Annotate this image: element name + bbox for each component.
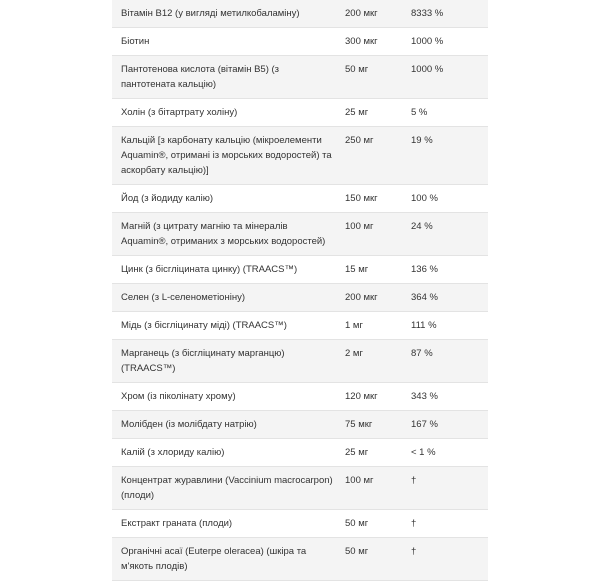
daily-value-percent: 100 %	[411, 193, 438, 204]
daily-value-percent: < 1 %	[411, 447, 436, 458]
table-row	[112, 284, 488, 312]
nutrient-name: Йод (з йодиду калію)	[121, 193, 213, 204]
nutrient-amount: 1 мг	[345, 320, 363, 331]
daily-value-percent: 167 %	[411, 419, 438, 430]
daily-value-percent: 136 %	[411, 264, 438, 275]
nutrient-name: Пантотенова кислота (вітамін B5) (з пантотената кальцію)	[121, 64, 280, 90]
nutrient-amount: 50 мг	[345, 64, 369, 75]
table-row	[112, 538, 488, 581]
table-row	[112, 439, 488, 467]
nutrient-amount: 25 мг	[345, 447, 369, 458]
nutrient-amount: 100 мг	[345, 475, 374, 486]
nutrient-name: Вітамін B12 (у вигляді метилкобаламіну)	[121, 8, 300, 19]
nutrient-amount: 75 мкг	[345, 419, 373, 430]
daily-value-percent: 364 %	[411, 292, 438, 303]
nutrient-amount: 25 мг	[345, 107, 369, 118]
daily-value-percent: 5 %	[411, 107, 428, 118]
nutrient-name: Марганець (з бісгліцинату марганцю) (TRAACS™)	[121, 348, 285, 374]
nutrient-name: Магній (з цитрату магнію та мінералів Aquamin®, отриманих з морських водоростей)	[121, 221, 326, 247]
nutrient-name: Молібден (із молібдату натрію)	[121, 419, 257, 430]
table-row	[112, 99, 488, 127]
nutrient-amount: 250 мг	[345, 135, 374, 146]
nutrient-name: Кальцій [з карбонату кальцію (мікроелементи Aquamin®, отримані із морських водоростей) та аскорбату кальцію)]	[121, 135, 332, 176]
nutrient-amount: 150 мкг	[345, 193, 378, 204]
table-row	[112, 56, 488, 99]
daily-value-percent: †	[411, 475, 417, 486]
nutrient-amount: 100 мг	[345, 221, 374, 232]
daily-value-percent: 24 %	[411, 221, 433, 232]
daily-value-percent: †	[411, 546, 417, 557]
table-row	[112, 256, 488, 284]
nutrient-name: Біотин	[121, 36, 150, 47]
table-row	[112, 467, 488, 510]
nutrient-name: Екстракт граната (плоди)	[121, 518, 233, 529]
nutrient-name: Концентрат журавлини (Vaccinium macrocarpon) (плоди)	[121, 475, 333, 501]
nutrient-amount: 50 мг	[345, 546, 369, 557]
table-row	[112, 213, 488, 256]
table-row	[112, 28, 488, 56]
daily-value-percent: †	[411, 518, 417, 529]
nutrient-name: Хром (із піколінату хрому)	[121, 391, 236, 402]
nutrient-name: Калій (з хлориду калію)	[121, 447, 225, 458]
nutrient-amount: 300 мкг	[345, 36, 378, 47]
daily-value-percent: 87 %	[411, 348, 433, 359]
daily-value-percent: 343 %	[411, 391, 438, 402]
nutrient-name: Органічні асаї (Euterpe oleracea) (шкіра та м'якоть плодів)	[121, 546, 307, 572]
nutrient-amount: 50 мг	[345, 518, 369, 529]
nutrient-amount: 200 мкг	[345, 8, 378, 19]
daily-value-percent: 1000 %	[411, 64, 444, 75]
nutrient-name: Цинк (з бісгліцината цинку) (TRAACS™)	[121, 264, 298, 275]
table-row	[112, 312, 488, 340]
table-row	[112, 411, 488, 439]
nutrient-amount: 2 мг	[345, 348, 363, 359]
table-row	[112, 510, 488, 538]
table-row	[112, 127, 488, 185]
table-row	[112, 0, 488, 28]
table-row	[112, 185, 488, 213]
nutrient-amount: 200 мкг	[345, 292, 378, 303]
daily-value-percent: 8333 %	[411, 8, 444, 19]
table-row	[112, 340, 488, 383]
daily-value-percent: 111 %	[411, 320, 437, 331]
nutrition-table	[112, 0, 488, 581]
nutrient-name: Мідь (з бісгліцинату міді) (TRAACS™)	[121, 320, 287, 331]
daily-value-percent: 1000 %	[411, 36, 444, 47]
table-row	[112, 383, 488, 411]
nutrient-amount: 15 мг	[345, 264, 369, 275]
daily-value-percent: 19 %	[411, 135, 433, 146]
nutrient-amount: 120 мкг	[345, 391, 378, 402]
nutrient-name: Холін (з бітартрату холіну)	[121, 107, 238, 118]
nutrient-name: Селен (з L-селенометіоніну)	[121, 292, 245, 303]
